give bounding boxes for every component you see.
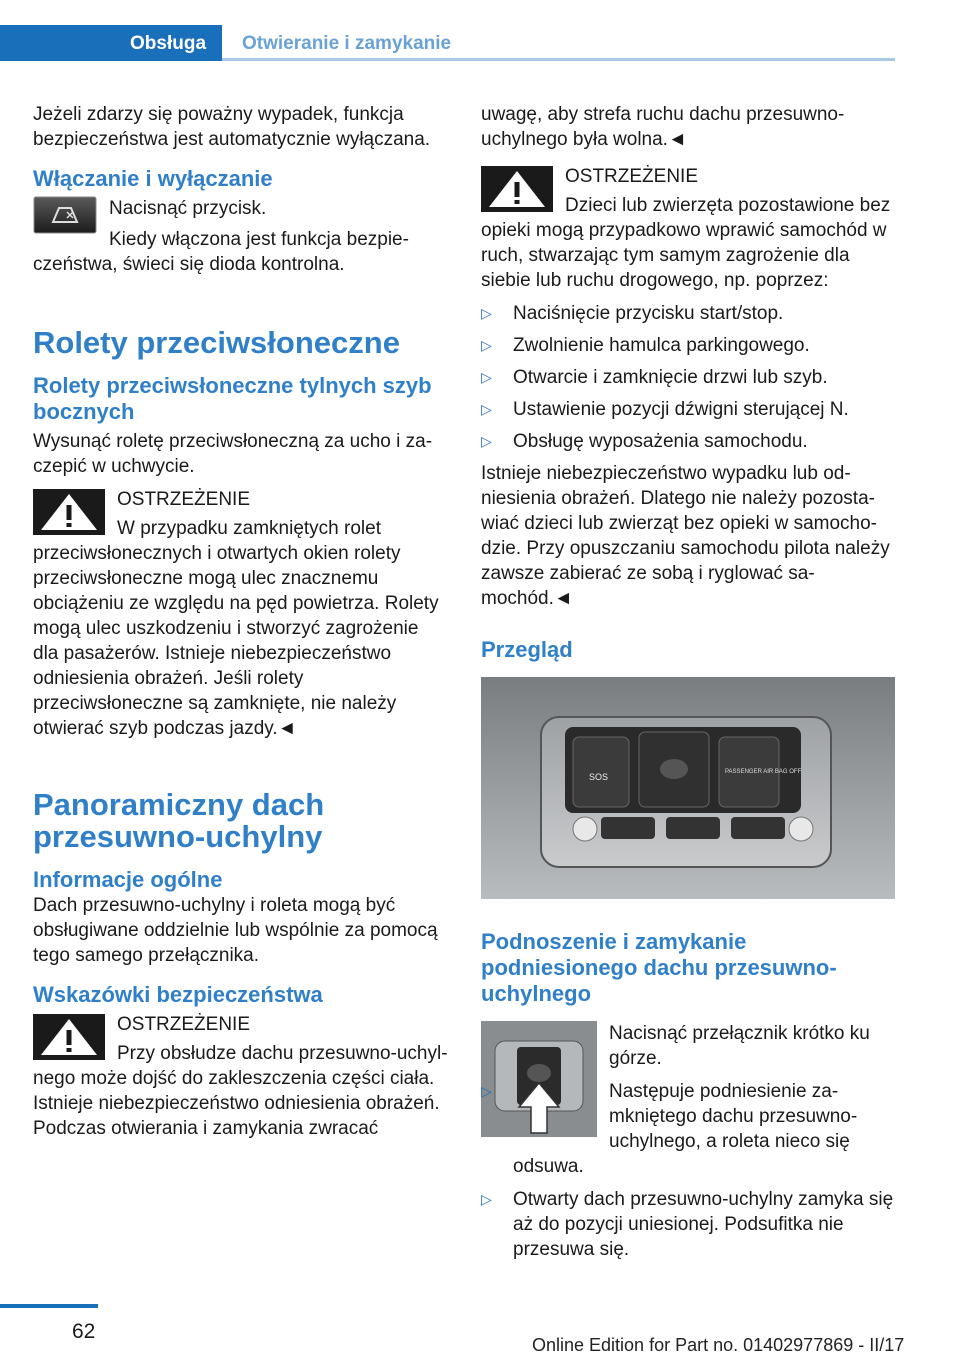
blinds-text: Wysunąć roletę przeciwsłoneczną za ucho i zaczepić w uchwycie.: [33, 431, 433, 477]
list-item: ▷ Ustawienie pozycji dźwigni sterującej N.: [481, 399, 849, 420]
page-number: 62: [72, 1320, 96, 1343]
raise-text: Nacisnąć przełącznik krótko ku górze.: [609, 1023, 870, 1069]
safety-switch-icon: [33, 196, 97, 234]
onoff-block: [33, 196, 448, 277]
general-text: Dach przesuwno-uchylny i roleta mogą być obsługiwane oddzielnie lub wspólnie za pomocą tego samego przełącznika.: [33, 895, 438, 966]
warning-triangle-icon: [481, 166, 553, 212]
when-on-text: Kiedy włączona jest funkcja bezpieczeństwa, świeci się dioda kontrolna.: [33, 229, 409, 275]
warning-text: Przy obsłudze dachu przesuwno-uchylnego może dojść do zakleszczenia części ciała. Istnieje niebezpieczeństwo odniesienia obrażeń. Podczas otwierania i zamykania zwracać: [33, 1043, 448, 1139]
raise-block: [481, 1021, 895, 1179]
warning-title: OSTRZEŻENIE: [565, 166, 699, 187]
list-item: ▷ Zwolnienie hamulca parkingowego.: [481, 335, 810, 356]
warning-roof: [33, 1012, 448, 1141]
list-item: ▷ Następuje podniesienie zamkniętego dachu przesuwno-uchylnego, a roleta nieco się odsuwa.: [481, 1081, 858, 1177]
heading-overview: Przegląd: [481, 637, 573, 662]
warning-triangle-icon: [33, 489, 105, 535]
heading-roof: Panoramiczny dach przesuwno-uchylny: [33, 787, 325, 854]
intro-text: Jeżeli zdarzy się poważny wypadek, funkcja bezpieczeństwa jest automatycznie wyłączana.: [33, 104, 431, 150]
tab-obsluga-label: Obsługa: [130, 33, 207, 54]
header-tabbar: [0, 25, 895, 61]
bullet-triangle-icon: ▷: [481, 401, 492, 417]
heading-blinds: Rolety przeciwsłoneczne: [33, 325, 400, 360]
bullet-triangle-icon: ▷: [481, 369, 492, 385]
list-item: ▷ Otwarcie i zamknięcie drzwi lub szyb.: [481, 367, 828, 388]
edition-text: Online Edition for Part no. 01402977869 - II/17: [532, 1335, 905, 1355]
bullet-triangle-icon: ▷: [481, 305, 492, 321]
continued-text: uwagę, aby strefa ruchu dachu przesuwno-uchylnego była wolna.◄: [481, 104, 845, 150]
warning-text: W przypadku zamkniętych rolet przeciwsłonecznych i otwartych okien rolety przeciwsłoneczne mogą ulec znacznemu obciążeniu ze względu na pęd powietrza. Rolety mogą ulec uszkodzeniu i stworzyć zagrożenie dla pasażerów. Istnieje niebezpieczeństwo odniesienia obrażeń. Jeśli rolety przeciwsłoneczne są zamknięte, nie należy otwierać szyb podczas jazdy.◄: [33, 518, 439, 739]
sos-label: SOS: [589, 772, 609, 782]
bullet-triangle-icon: ▷: [481, 1191, 492, 1207]
bullet-triangle-icon: ▷: [481, 1083, 492, 1099]
warning-children: [481, 164, 895, 293]
bullet-triangle-icon: ▷: [481, 433, 492, 449]
list-item: ▷ Naciśnięcie przycisku start/stop.: [481, 303, 784, 324]
bullet-triangle-icon: ▷: [481, 337, 492, 353]
warning-text: Dzieci lub zwierzęta pozostawione bez opieki mogą przypadkowo wprawić samochód w ruch, stwarzając tym samym zagrożenie dla siebie lub ruchu drogowego, np. poprzez:: [481, 195, 891, 291]
warning-title: OSTRZEŻENIE: [117, 1014, 251, 1035]
list-item: ▷ Otwarty dach przesuwno-uchylny zamyka się aż do pozycji uniesionej. Podsufitka nie przesuwa się.: [481, 1189, 894, 1260]
bullet-list: [481, 301, 895, 454]
press-button-text: Nacisnąć przycisk.: [109, 198, 267, 219]
warning-blinds: [33, 487, 448, 741]
heading-onoff: Włączanie i wyłączanie: [33, 166, 273, 191]
footer-rule: [0, 1304, 98, 1308]
heading-blinds-rear: Rolety przeciwsłoneczne tylnych szyb bocznych: [33, 373, 432, 424]
passenger-airbag-label: PASSENGER AIR BAG OFF: [725, 769, 802, 775]
tab-otwieranie[interactable]: Otwieranie i zamykanie: [242, 33, 452, 54]
overhead-console-photo: [481, 677, 895, 899]
warning-triangle-icon: [33, 1014, 105, 1060]
risk-text: Istnieje niebezpieczeństwo wypadku lub odniesienia obrażeń. Dlatego nie należy pozostawiać dzieci lub zwierząt bez opieki w samochodzie. Przy opuszczaniu samochodu pilota należy zawsze zabierać ze sobą i ryglować samochód.◄: [481, 463, 890, 609]
tab-divider: [222, 58, 895, 61]
left-column: [33, 102, 448, 1141]
heading-raise: Podnoszenie i zamykanie podniesionego dachu przesuwno-uchylnego: [481, 929, 837, 1006]
tab-obsluga[interactable]: [0, 25, 222, 61]
heading-safety: Wskazówki bezpieczeństwa: [33, 982, 323, 1007]
warning-title: OSTRZEŻENIE: [117, 489, 251, 510]
heading-general: Informacje ogólne: [33, 867, 223, 892]
list-item: ▷ Obsługę wyposażenia samochodu.: [481, 431, 808, 452]
right-column: [481, 102, 895, 1262]
